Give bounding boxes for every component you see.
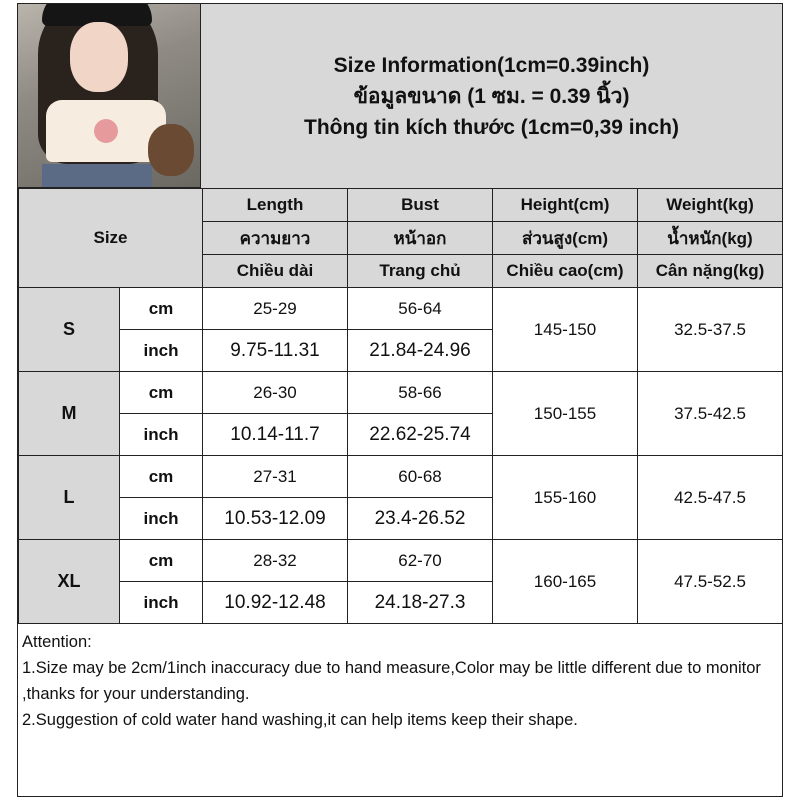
weight-cell: 47.5-52.5 — [638, 540, 783, 624]
table-row — [19, 372, 783, 414]
height-header-vi: Chiều cao(cm) — [493, 255, 638, 288]
bust-inch-cell: 21.84-24.96 — [348, 330, 493, 372]
size-label: L — [19, 456, 120, 540]
bust-inch-cell: 24.18-27.3 — [348, 582, 493, 624]
weight-header-vi: Cân nặng(kg) — [638, 255, 783, 288]
bust-cm-cell: 58-66 — [348, 372, 493, 414]
length-inch-cell: 10.14-11.7 — [203, 414, 348, 456]
height-cell: 145-150 — [493, 288, 638, 372]
unit-cm-label: cm — [120, 372, 203, 414]
weight-header-en: Weight(kg) — [638, 189, 783, 222]
size-label: XL — [19, 540, 120, 624]
length-inch-cell: 9.75-11.31 — [203, 330, 348, 372]
attention-note-2: 2.Suggestion of cold water hand washing,it can help items keep their shape. — [22, 711, 578, 729]
weight-cell: 37.5-42.5 — [638, 372, 783, 456]
size-column-header: Size — [19, 189, 203, 288]
unit-inch-label: inch — [120, 582, 203, 624]
length-inch-cell: 10.53-12.09 — [203, 498, 348, 540]
length-header-vi: Chiều dài — [203, 255, 348, 288]
attention-notes — [18, 627, 782, 735]
attention-note-1: 1.Size may be 2cm/1inch inaccuracy due to hand measure,Color may be little different due to monitor ,thanks for your understanding. — [22, 659, 761, 703]
attention-heading: Attention: — [22, 633, 92, 651]
height-cell: 155-160 — [493, 456, 638, 540]
height-cell: 150-155 — [493, 372, 638, 456]
unit-inch-label: inch — [120, 414, 203, 456]
size-chart — [17, 3, 783, 797]
unit-cm-label: cm — [120, 288, 203, 330]
weight-cell: 32.5-37.5 — [638, 288, 783, 372]
size-table — [18, 188, 783, 624]
table-row — [19, 288, 783, 330]
title-thai: ข้อมูลขนาด (1 ซม. = 0.39 นิ้ว) — [353, 84, 630, 108]
length-cm-cell: 27-31 — [203, 456, 348, 498]
product-photo — [18, 4, 201, 188]
bust-cm-cell: 56-64 — [348, 288, 493, 330]
unit-cm-label: cm — [120, 456, 203, 498]
bust-cm-cell: 62-70 — [348, 540, 493, 582]
weight-cell: 42.5-47.5 — [638, 456, 783, 540]
bust-header-th: หน้าอก — [348, 222, 493, 255]
bust-header-vi: Trang chủ — [348, 255, 493, 288]
length-cm-cell: 25-29 — [203, 288, 348, 330]
table-row — [19, 456, 783, 498]
length-header-th: ความยาว — [203, 222, 348, 255]
bust-header-en: Bust — [348, 189, 493, 222]
unit-cm-label: cm — [120, 540, 203, 582]
size-label: M — [19, 372, 120, 456]
height-cell: 160-165 — [493, 540, 638, 624]
title-vietnamese: Thông tin kích thước (1cm=0,39 inch) — [304, 115, 679, 139]
bust-cm-cell: 60-68 — [348, 456, 493, 498]
unit-inch-label: inch — [120, 498, 203, 540]
length-header-en: Length — [203, 189, 348, 222]
unit-inch-label: inch — [120, 330, 203, 372]
height-header-th: ส่วนสูง(cm) — [493, 222, 638, 255]
length-inch-cell: 10.92-12.48 — [203, 582, 348, 624]
table-row — [19, 540, 783, 582]
title-english: Size Information(1cm=0.39inch) — [333, 53, 650, 77]
bust-inch-cell: 23.4-26.52 — [348, 498, 493, 540]
bust-inch-cell: 22.62-25.74 — [348, 414, 493, 456]
height-header-en: Height(cm) — [493, 189, 638, 222]
weight-header-th: น้ำหนัก(kg) — [638, 222, 783, 255]
size-information-title — [201, 4, 782, 189]
length-cm-cell: 26-30 — [203, 372, 348, 414]
size-label: S — [19, 288, 120, 372]
length-cm-cell: 28-32 — [203, 540, 348, 582]
